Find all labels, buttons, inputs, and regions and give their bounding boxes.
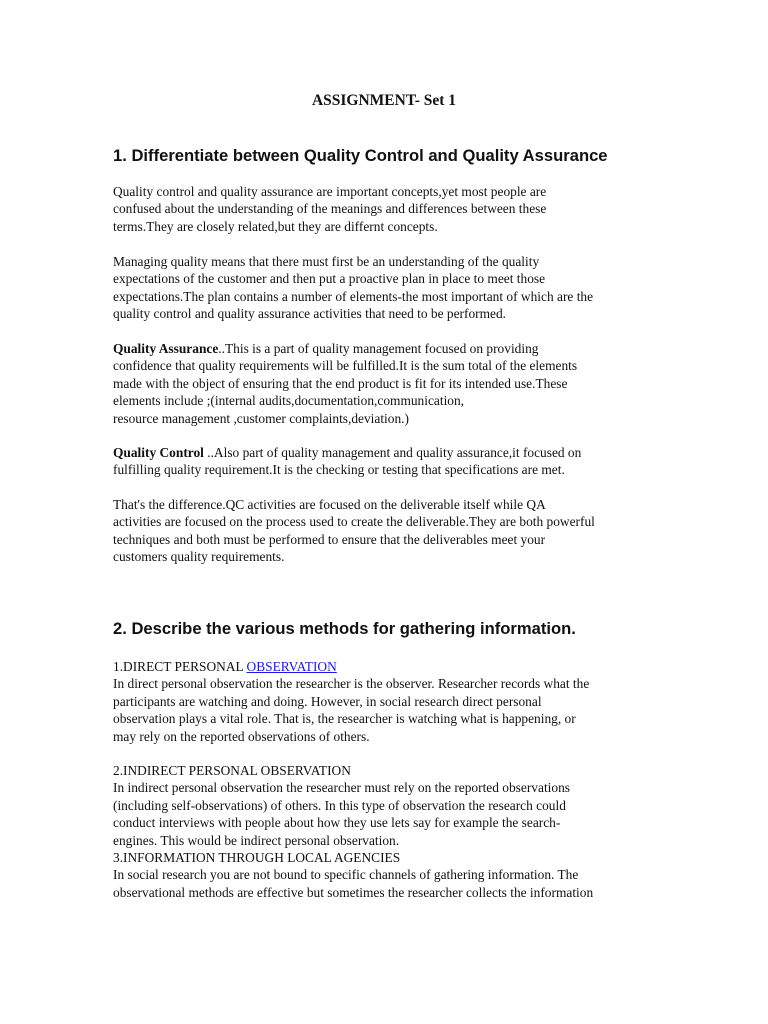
q1-paragraph-quality-control bbox=[113, 444, 673, 479]
text-line bbox=[113, 340, 673, 357]
quality-control-lead: ..Also part of quality management and quality assurance,it focused on bbox=[203, 445, 582, 460]
text-line: elements include ;(internal audits,documentation,communication, bbox=[113, 393, 465, 409]
text-line: quality control and quality assurance activities that need to be performed. bbox=[113, 306, 507, 322]
text-line: observational methods are effective but sometimes the researcher collects the information bbox=[113, 884, 594, 900]
page-title: ASSIGNMENT- Set 1 bbox=[311, 92, 457, 109]
text-line: techniques and both must be performed to ensure that the deliverables meet your bbox=[113, 531, 546, 547]
question-1-heading: 1. Differentiate between Quality Control and Quality Assurance bbox=[113, 146, 608, 165]
text-line: Managing quality means that there must first be an understanding of the quality bbox=[113, 254, 540, 269]
text-line: In social research you are not bound to specific channels of gathering information. The bbox=[113, 867, 579, 883]
text-line: engines. This would be indirect personal observation. bbox=[113, 832, 400, 848]
text-line: In direct personal observation the researcher is the observer. Researcher records what the bbox=[113, 676, 590, 692]
observation-link[interactable]: OBSERVATION bbox=[246, 659, 337, 674]
q1-paragraph-intro bbox=[113, 183, 673, 235]
q1-paragraph-quality-assurance bbox=[113, 340, 673, 427]
text-line: activities are focused on the process used to create the deliverable.They are both powerful bbox=[113, 514, 595, 530]
quality-assurance-term: Quality Assurance bbox=[113, 341, 219, 356]
text-line: may rely on the reported observations of others. bbox=[113, 728, 370, 744]
quality-assurance-lead: ..This is a part of quality management focused on providing bbox=[218, 341, 539, 356]
text-line bbox=[113, 444, 673, 461]
text-line: confused about the understanding of the meanings and differences between these bbox=[113, 201, 547, 217]
text-line: fulfilling quality requirement.It is the checking or testing that specifications are met. bbox=[113, 462, 565, 478]
text-line: confidence that quality requirements will be fulfilled.It is the sum total of the elements bbox=[113, 358, 578, 374]
text-line: resource management ,customer complaints,deviation.) bbox=[113, 410, 409, 426]
text-line: (including self-observations) of others. In this type of observation the research could bbox=[113, 797, 566, 813]
method-1-title: 1.DIRECT PERSONAL bbox=[113, 659, 247, 674]
q1-paragraph-managing bbox=[113, 253, 673, 323]
text-line: conduct interviews with people about how they use lets say for example the search- bbox=[113, 815, 561, 831]
method-1-direct-observation bbox=[113, 658, 673, 745]
text-line: participants are watching and doing. However, in social research direct personal bbox=[113, 693, 542, 709]
text-line: observation plays a vital role. That is, the researcher is watching what is happening, or bbox=[113, 711, 576, 727]
method-3-title: 3.INFORMATION THROUGH LOCAL AGENCIES bbox=[113, 850, 401, 866]
method-2-indirect-observation bbox=[113, 762, 673, 901]
text-line: customers quality requirements. bbox=[113, 549, 285, 565]
q1-paragraph-difference bbox=[113, 496, 673, 566]
text-line: expectations.The plan contains a number of elements-the most important of which are the bbox=[113, 288, 594, 304]
text-line: made with the object of ensuring that the end product is fit for its intended use.These bbox=[113, 375, 568, 391]
method-2-title: 2.INDIRECT PERSONAL OBSERVATION bbox=[113, 763, 351, 778]
text-line: expectations of the customer and then put a proactive plan in place to meet those bbox=[113, 271, 546, 287]
text-line: terms.They are closely related,but they are differnt concepts. bbox=[113, 218, 438, 234]
text-line bbox=[113, 658, 673, 675]
text-line: Quality control and quality assurance are important concepts,yet most people are bbox=[113, 184, 547, 199]
question-2-heading: 2. Describe the various methods for gathering information. bbox=[113, 619, 576, 638]
text-line: In indirect personal observation the researcher must rely on the reported observations bbox=[113, 780, 570, 796]
quality-control-term: Quality Control bbox=[113, 445, 204, 460]
text-line: That's the difference.QC activities are focused on the deliverable itself while QA bbox=[113, 497, 546, 512]
